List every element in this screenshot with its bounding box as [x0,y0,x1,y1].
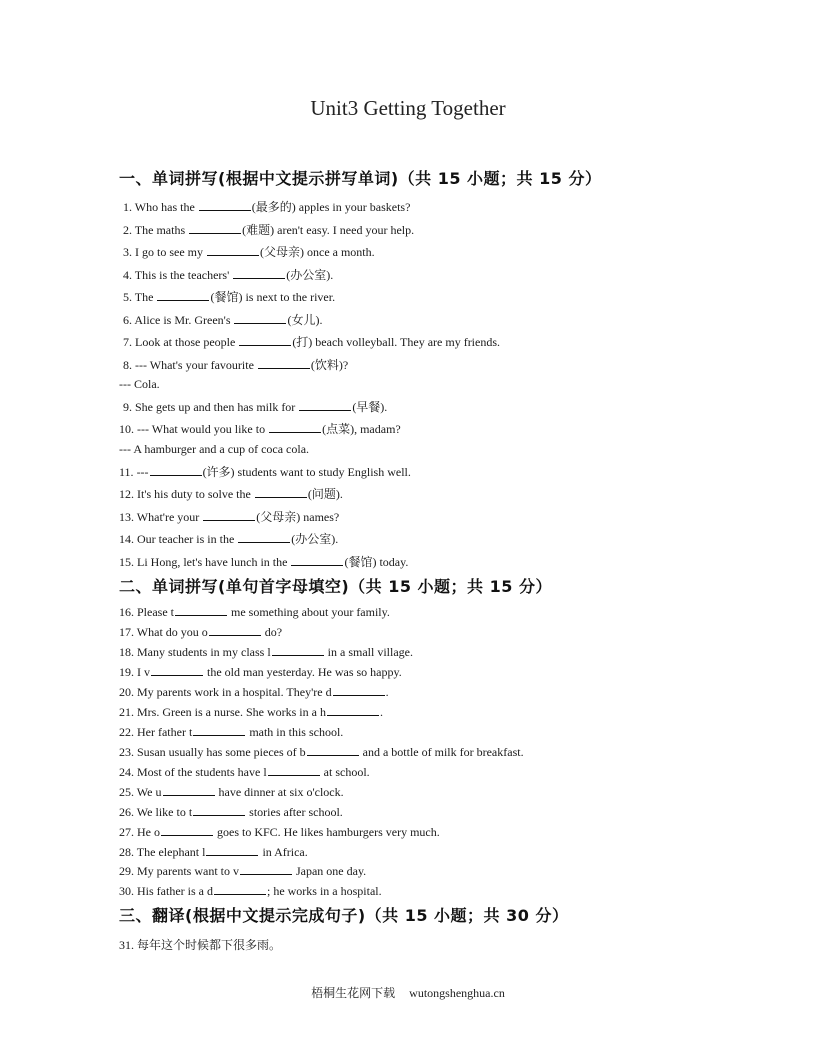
answer-blank[interactable] [333,685,385,696]
question-25: 25. We u have dinner at six o'clock. [119,785,344,799]
answer-blank[interactable] [299,400,351,411]
question-16: 16. Please t me something about your family. [119,605,390,619]
answer-blank[interactable] [269,422,321,433]
question-8: 8. --- What's your favourite (饮料)? [123,358,349,372]
page-title: Unit3 Getting Together [310,96,506,120]
question-9: 9. She gets up and then has milk for (早餐). [123,400,388,414]
answer-blank[interactable] [206,845,258,856]
question-17: 17. What do you o do? [119,625,283,639]
answer-blank[interactable] [193,725,245,736]
answer-blank[interactable] [238,532,290,543]
answer-blank[interactable] [150,465,202,476]
question-2: 2. The maths (难题) aren't easy. I need your help. [123,223,415,237]
answer-blank[interactable] [203,510,255,521]
footer-site-url[interactable]: wutongshenghua.cn [409,986,505,1000]
question-20: 20. My parents work in a hospital. They're d . [119,685,389,699]
question-28: 28. The elephant l in Africa. [119,845,308,859]
question-26: 26. We like to t stories after school. [119,805,343,819]
answer-blank[interactable] [151,665,203,676]
question-12: 12. It's his duty to solve the (问题). [119,487,343,501]
question-22: 22. Her father t math in this school. [119,725,344,739]
section-3-heading: 三、翻译(根据中文提示完成句子)（共 15 小题；共 30 分） [119,906,569,925]
answer-blank[interactable] [240,864,292,875]
question-13: 13. What're your (父母亲) names? [119,510,340,524]
answer-blank[interactable] [255,487,307,498]
answer-blank[interactable] [268,765,320,776]
question-24: 24. Most of the students have l at school. [119,765,370,779]
question-10-reply: --- A hamburger and a cup of coca cola. [119,442,310,456]
question-8-reply: --- Cola. [119,377,160,391]
question-19: 19. I v the old man yesterday. He was so happy. [119,665,402,679]
question-30: 30. His father is a d ; he works in a hospital. [119,884,382,898]
question-21: 21. Mrs. Green is a nurse. She works in a h . [119,705,383,719]
question-4: 4. This is the teachers' (办公室). [123,268,334,282]
question-6: 6. Alice is Mr. Green's (女儿). [123,313,323,327]
answer-blank[interactable] [163,785,215,796]
answer-blank[interactable] [214,884,266,895]
answer-blank[interactable] [258,358,310,369]
answer-blank[interactable] [189,223,241,234]
question-7: 7. Look at those people (打) beach volleyball. They are my friends. [123,335,501,349]
question-29: 29. My parents want to v Japan one day. [119,864,367,878]
answer-blank[interactable] [207,245,259,256]
answer-blank[interactable] [239,335,291,346]
question-18: 18. Many students in my class l in a small village. [119,645,413,659]
answer-blank[interactable] [175,605,227,616]
question-15: 15. Li Hong, let's have lunch in the (餐馆) today. [119,555,409,569]
answer-blank[interactable] [209,625,261,636]
answer-blank[interactable] [161,825,213,836]
question-10: 10. --- What would you like to (点菜), madam? [119,422,401,436]
answer-blank[interactable] [307,745,359,756]
answer-blank[interactable] [327,705,379,716]
section-2-heading: 二、单词拼写(单句首字母填空)（共 15 小题；共 15 分） [119,577,552,596]
question-11: 11. --- (许多) students want to study English well. [119,465,411,479]
question-3: 3. I go to see my (父母亲) once a month. [123,245,375,259]
answer-blank[interactable] [234,313,286,324]
question-5: 5. The (餐馆) is next to the river. [123,290,336,304]
answer-blank[interactable] [199,200,251,211]
answer-blank[interactable] [193,805,245,816]
question-14: 14. Our teacher is in the (办公室). [119,532,339,546]
answer-blank[interactable] [272,645,324,656]
answer-blank[interactable] [291,555,343,566]
answer-blank[interactable] [233,268,285,279]
footer-site-name: 梧桐生花网下载 [311,986,396,1000]
page-footer [0,984,816,1001]
question-27: 27. He o goes to KFC. He likes hamburgers very much. [119,825,440,839]
section-1-heading: 一、单词拼写(根据中文提示拼写单词)（共 15 小题；共 15 分） [119,169,602,188]
question-23: 23. Susan usually has some pieces of b and a bottle of milk for breakfast. [119,745,524,759]
question-31: 31. 每年这个时候都下很多雨。 [119,938,282,952]
answer-blank[interactable] [157,290,209,301]
question-1: 1. Who has the (最多的) apples in your baskets? [123,200,411,214]
